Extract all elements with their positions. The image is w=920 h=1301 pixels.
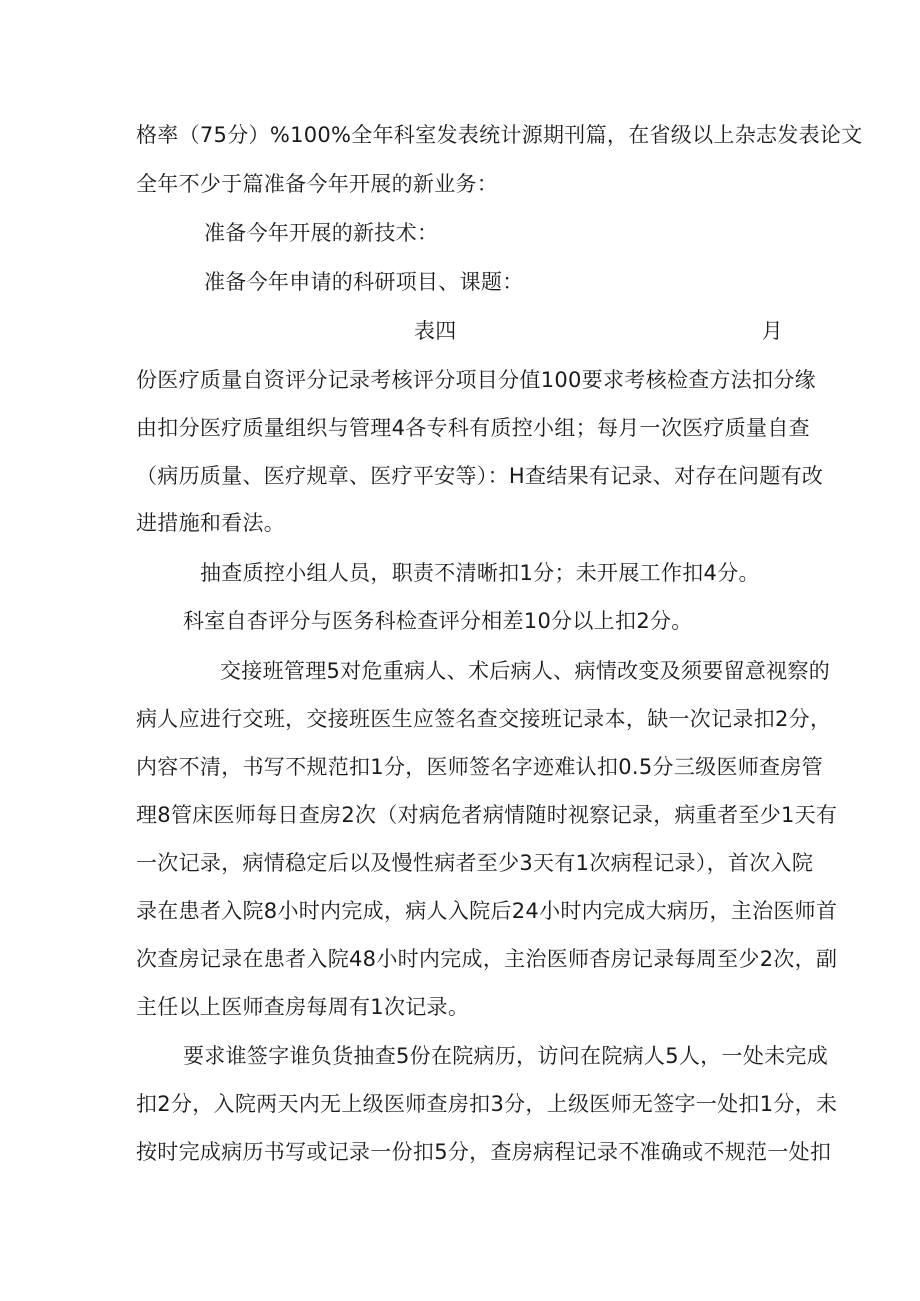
paragraph-line: 扣2分，入院两天内无上级医师查房扣3分，上级医师无签字一处扣1分，未 (136, 1092, 838, 1116)
paragraph-line: 格率（75分）%100%全年科室发表统计源期刊篇，在省级以上杂志发表论文 (136, 123, 863, 147)
paragraph-line: 一次记录，病情稳定后以及慢性病者至少3天有1次病程记录），首次入院 (136, 851, 814, 875)
paragraph-line: （病历质量、医疗规章、医疗平安等）：H查结果有记录、对存在问题有改 (136, 464, 824, 488)
paragraph-line: 全年不少于篇准备今年开展的新业务： (136, 172, 499, 196)
paragraph-line: 主任以上医师查房每周有1次记录。 (136, 995, 470, 1019)
paragraph-line: 由扣分医疗质量组织与管理4各专科有质控小组；每月一次医疗质量自查 (136, 416, 810, 440)
paragraph-line: 准备今年开展的新技术： (204, 221, 439, 245)
paragraph-line: 按时完成病历书写或记录一份扣5分，查房病程记录不准确或不规范一处扣 (136, 1140, 832, 1164)
paragraph-line: 内容不清，书写不规范扣1分，医师签名字迹难认扣0.5分三级医师查房管 (136, 755, 823, 779)
paragraph-line: 抽查质控小组人员，职责不清晰扣1分；未开展工作扣4分。 (200, 561, 760, 585)
paragraph-line: 理8管床医师每日查房2次（对病危者病情随时视察记录，病重者至少1天有 (136, 803, 838, 827)
table-heading-title: 表四 (414, 319, 457, 343)
paragraph-line: 进措施和看法。 (136, 511, 286, 535)
paragraph-line: 科室自杳评分与医务科检查评分相差10分以上扣2分。 (183, 609, 693, 633)
table-heading-row (136, 316, 783, 346)
paragraph-line: 要求谁签字谁负货抽查5份在院病历，访问在院病人5人，一处未完成 (183, 1044, 829, 1068)
table-heading-month: 月 (761, 319, 783, 343)
paragraph-line: 份医疗质量自资评分记录考核评分项目分值100要求考核检查方法扣分缘 (136, 368, 816, 392)
paragraph-line: 次查房记录在患者入院48小时内完成，主治医师杳房记录每周至少2次，副 (136, 947, 838, 971)
paragraph-line: 病人应进行交班，交接班医生应签名查交接班记录本，缺一次记录扣2分， (136, 707, 832, 731)
paragraph-line: 准备今年申请的科研项目、课题： (204, 270, 524, 294)
paragraph-line: 录在患者入院8小时内完成，病人入院后24小时内完成大病历，主治医师首 (136, 899, 838, 923)
paragraph-line: 交接班管理5对危重病人、术后病人、病情改变及须要留意视察的 (220, 659, 831, 683)
